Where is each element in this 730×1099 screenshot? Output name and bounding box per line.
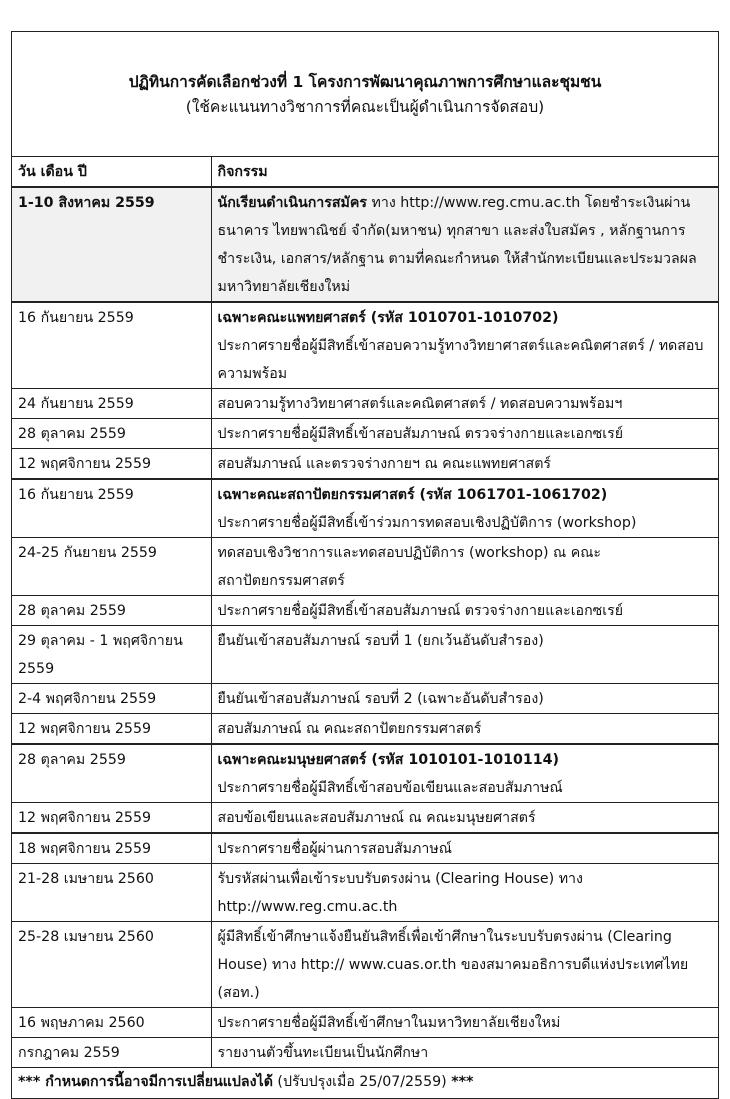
row-date: 25-28 เมษายน 2560 bbox=[12, 922, 211, 1008]
page-title: ปฏิทินการคัดเลือกช่วงที่ 1 โครงการพัฒนาคุณภาพการศึกษาและชุมชน bbox=[128, 73, 602, 91]
row-activity-text: ประกาศรายชื่อผู้มีสิทธิ์เข้าสอบสัมภาษณ์ ตรวจร่างกายและเอกซเรย์ bbox=[211, 419, 718, 449]
header-activity: กิจกรรม bbox=[211, 157, 718, 187]
table-row bbox=[12, 1008, 718, 1038]
table-row bbox=[12, 479, 718, 538]
footer-stars: *** bbox=[451, 1074, 474, 1090]
footer-updated: (ปรับปรุงเมื่อ 25/07/2559) bbox=[272, 1074, 452, 1090]
page-subtitle: (ใช้คะแนนทางวิชาการที่คณะเป็นผู้ดำเนินการจัดสอบ) bbox=[185, 98, 545, 116]
row-activity-text: ประกาศรายชื่อผู้ผ่านการสอบสัมภาษณ์ bbox=[211, 833, 718, 864]
row-activity-text: สอบสัมภาษณ์ ณ คณะสถาปัตยกรรมศาสตร์ bbox=[211, 714, 718, 745]
table-row bbox=[12, 684, 718, 714]
row-date: 28 ตุลาคม 2559 bbox=[12, 744, 211, 803]
table-header bbox=[12, 157, 718, 187]
row-activity bbox=[211, 187, 718, 302]
row-activity-text: ยืนยันเข้าสอบสัมภาษณ์ รอบที่ 2 (เฉพาะอันดับสำรอง) bbox=[211, 684, 718, 714]
row-activity bbox=[211, 479, 718, 538]
footer-note bbox=[12, 1068, 718, 1098]
schedule-table bbox=[12, 157, 718, 1068]
table-row bbox=[12, 922, 718, 1008]
table-row bbox=[12, 538, 718, 596]
title-block bbox=[12, 32, 718, 157]
row-activity-text: สอบความรู้ทางวิทยาศาสตร์และคณิตศาสตร์ / ทดสอบความพร้อมฯ bbox=[211, 389, 718, 419]
row-date: 2-4 พฤศจิกายน 2559 bbox=[12, 684, 211, 714]
table-row bbox=[12, 803, 718, 834]
row-date: 24-25 กันยายน 2559 bbox=[12, 538, 211, 596]
table-row bbox=[12, 833, 718, 864]
table-row bbox=[12, 389, 718, 419]
table-row bbox=[12, 626, 718, 684]
row-date: 12 พฤศจิกายน 2559 bbox=[12, 449, 211, 480]
row-activity-heading: เฉพาะคณะมนุษยศาสตร์ (รหัส 1010101-1010114) bbox=[217, 752, 559, 768]
table-row bbox=[12, 1038, 718, 1068]
row-date: 16 กันยายน 2559 bbox=[12, 302, 211, 389]
row-date: 28 ตุลาคม 2559 bbox=[12, 596, 211, 626]
row-date: 12 พฤศจิกายน 2559 bbox=[12, 803, 211, 834]
row-date: 1-10 สิงหาคม 2559 bbox=[12, 187, 211, 302]
row-date: 18 พฤศจิกายน 2559 bbox=[12, 833, 211, 864]
row-activity-heading: เฉพาะคณะแพทยศาสตร์ (รหัส 1010701-1010702) bbox=[217, 310, 559, 326]
row-date: 16 กันยายน 2559 bbox=[12, 479, 211, 538]
footer-warning: *** กำหนดการนี้อาจมีการเปลี่ยนแปลงได้ bbox=[18, 1074, 273, 1090]
row-activity-text: ประกาศรายชื่อผู้มีสิทธิ์เข้าสอบข้อเขียนและสอบสัมภาษณ์ bbox=[217, 780, 563, 796]
row-activity-text: รับรหัสผ่านเพื่อเข้าระบบรับตรงผ่าน (Clearing House) ทาง http://www.reg.cmu.ac.th bbox=[211, 864, 718, 922]
row-activity-text: รายงานตัวขึ้นทะเบียนเป็นนักศึกษา bbox=[211, 1038, 718, 1068]
row-activity-text: ประกาศรายชื่อผู้มีสิทธิ์เข้าร่วมการทดสอบเชิงปฏิบัติการ (workshop) bbox=[217, 515, 637, 531]
table-row bbox=[12, 302, 718, 389]
table-row bbox=[12, 864, 718, 922]
row-date: กรกฎาคม 2559 bbox=[12, 1038, 211, 1068]
row-activity-heading: นักเรียนดำเนินการสมัคร bbox=[217, 195, 367, 211]
row-activity bbox=[211, 744, 718, 803]
row-date: 24 กันยายน 2559 bbox=[12, 389, 211, 419]
row-activity-text: สอบข้อเขียนและสอบสัมภาษณ์ ณ คณะมนุษยศาสตร์ bbox=[211, 803, 718, 834]
row-date: 12 พฤศจิกายน 2559 bbox=[12, 714, 211, 745]
table-row bbox=[12, 419, 718, 449]
row-activity bbox=[211, 302, 718, 389]
row-activity-text: ทดสอบเชิงวิชาการและทดสอบปฏิบัติการ (workshop) ณ คณะสถาปัตยกรรมศาสตร์ bbox=[211, 538, 718, 596]
header-date: วัน เดือน ปี bbox=[12, 157, 211, 187]
table-row bbox=[12, 187, 718, 302]
row-activity-text: ประกาศรายชื่อผู้มีสิทธิ์เข้าสอบความรู้ทางวิทยาศาสตร์และคณิตศาสตร์ / ทดสอบความพร้อม bbox=[217, 338, 704, 382]
row-date: 16 พฤษภาคม 2560 bbox=[12, 1008, 211, 1038]
row-date: 29 ตุลาคม - 1 พฤศจิกายน 2559 bbox=[12, 626, 211, 684]
row-activity-text: ยืนยันเข้าสอบสัมภาษณ์ รอบที่ 1 (ยกเว้นอันดับสำรอง) bbox=[211, 626, 718, 684]
row-activity-text: ประกาศรายชื่อผู้มีสิทธิ์เข้าสอบสัมภาษณ์ ตรวจร่างกายและเอกซเรย์ bbox=[211, 596, 718, 626]
row-activity-text: สอบสัมภาษณ์ และตรวจร่างกายฯ ณ คณะแพทยศาสตร์ bbox=[211, 449, 718, 480]
table-row bbox=[12, 744, 718, 803]
table-row bbox=[12, 714, 718, 745]
row-activity-text: ทาง http://www.reg.cmu.ac.th โดยชำระเงินผ่านธนาคาร ไทยพาณิชย์ จำกัด(มหาชน) ทุกสาขา และส่งใบสมัคร , หลักฐานการชำระเงิน, เอกสาร/หลักฐาน ตามที่คณะกำหนด ให้สำนักทะเบียนและประมวลผล มหาวิทยาลัยเชียงใหม่ bbox=[217, 195, 697, 295]
table-row bbox=[12, 596, 718, 626]
row-activity-text: ผู้มีสิทธิ์เข้าศึกษาแจ้งยืนยันสิทธิ์เพื่อเข้าศึกษาในระบบรับตรงผ่าน (Clearing House) ทาง http:// www.cuas.or.th ของสมาคมอธิการบดีแห่งประเทศไทย (สอท.) bbox=[211, 922, 718, 1008]
table-row bbox=[12, 449, 718, 480]
row-activity-heading: เฉพาะคณะสถาปัตยกรรมศาสตร์ (รหัส 1061701-1061702) bbox=[217, 487, 608, 503]
row-activity-text: ประกาศรายชื่อผู้มีสิทธิ์เข้าศึกษาในมหาวิทยาลัยเชียงใหม่ bbox=[211, 1008, 718, 1038]
row-date: 28 ตุลาคม 2559 bbox=[12, 419, 211, 449]
calendar-document bbox=[11, 31, 719, 1099]
row-date: 21-28 เมษายน 2560 bbox=[12, 864, 211, 922]
